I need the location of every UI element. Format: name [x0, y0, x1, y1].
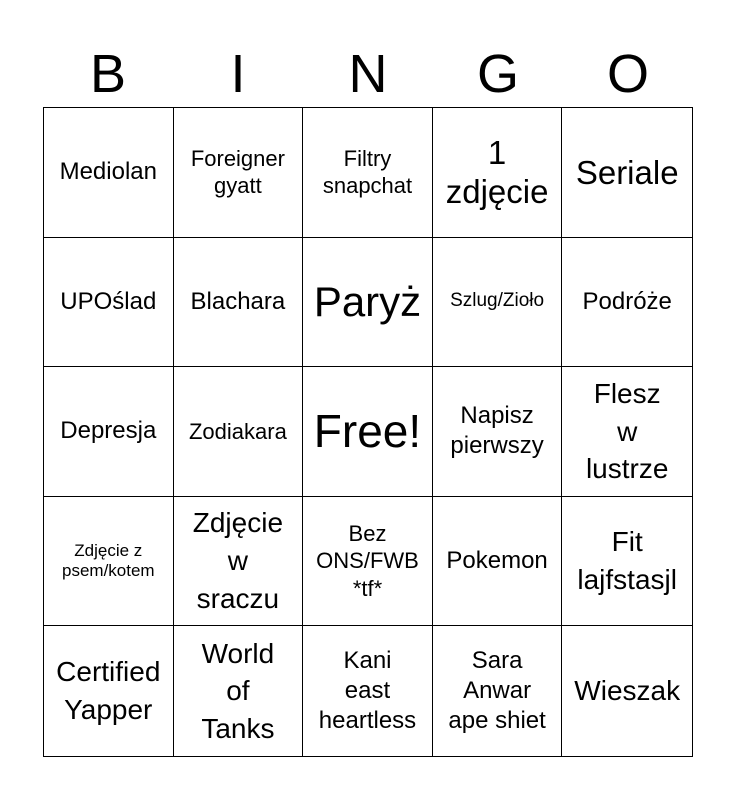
bingo-cell[interactable]: Filtry snapchat: [303, 108, 433, 238]
bingo-cell[interactable]: World of Tanks: [174, 626, 304, 756]
bingo-cell[interactable]: Fit lajfstasjl: [562, 497, 692, 627]
bingo-cell[interactable]: Depresja: [44, 367, 174, 497]
bingo-cell[interactable]: Zdjęcie z psem/kotem: [44, 497, 174, 627]
bingo-cell[interactable]: Pokemon: [433, 497, 563, 627]
bingo-cell[interactable]: 1 zdjęcie: [433, 108, 563, 238]
bingo-board: [43, 107, 693, 757]
bingo-cell[interactable]: Mediolan: [44, 108, 174, 238]
header-letter-g: G: [476, 44, 519, 104]
bingo-cell[interactable]: Certified Yapper: [44, 626, 174, 756]
bingo-cell[interactable]: Napisz pierwszy: [433, 367, 563, 497]
bingo-cell[interactable]: Wieszak: [574, 675, 681, 707]
bingo-cell[interactable]: Seriale: [562, 108, 692, 238]
bingo-cell[interactable]: Zodiakara: [174, 367, 304, 497]
bingo-cell[interactable]: Bez ONS/FWB *tf*: [303, 497, 433, 627]
bingo-cell[interactable]: Flesz w lustrze: [562, 367, 692, 497]
header-letter-n: N: [348, 44, 388, 104]
free-space[interactable]: Free!: [303, 367, 433, 497]
bingo-cell[interactable]: Paryż: [303, 238, 433, 368]
bingo-cell[interactable]: Foreigner gyatt: [174, 108, 304, 238]
bingo-cell[interactable]: UPOślad: [44, 238, 174, 368]
bingo-cell[interactable]: Blachara: [174, 238, 304, 368]
bingo-cell[interactable]: Szlug/Zioło: [433, 238, 563, 368]
bingo-cell[interactable]: Zdjęcie w sraczu: [174, 497, 304, 627]
header-letter-o: O: [606, 44, 649, 104]
header-letter-i: I: [230, 44, 246, 104]
header-letter-b: B: [89, 44, 127, 104]
bingo-cell[interactable]: Kani east heartless: [303, 626, 433, 756]
bingo-cell[interactable]: Podróże: [562, 238, 692, 368]
bingo-header: [43, 40, 693, 108]
bingo-cell[interactable]: Sara Anwar ape shiet: [433, 626, 563, 756]
